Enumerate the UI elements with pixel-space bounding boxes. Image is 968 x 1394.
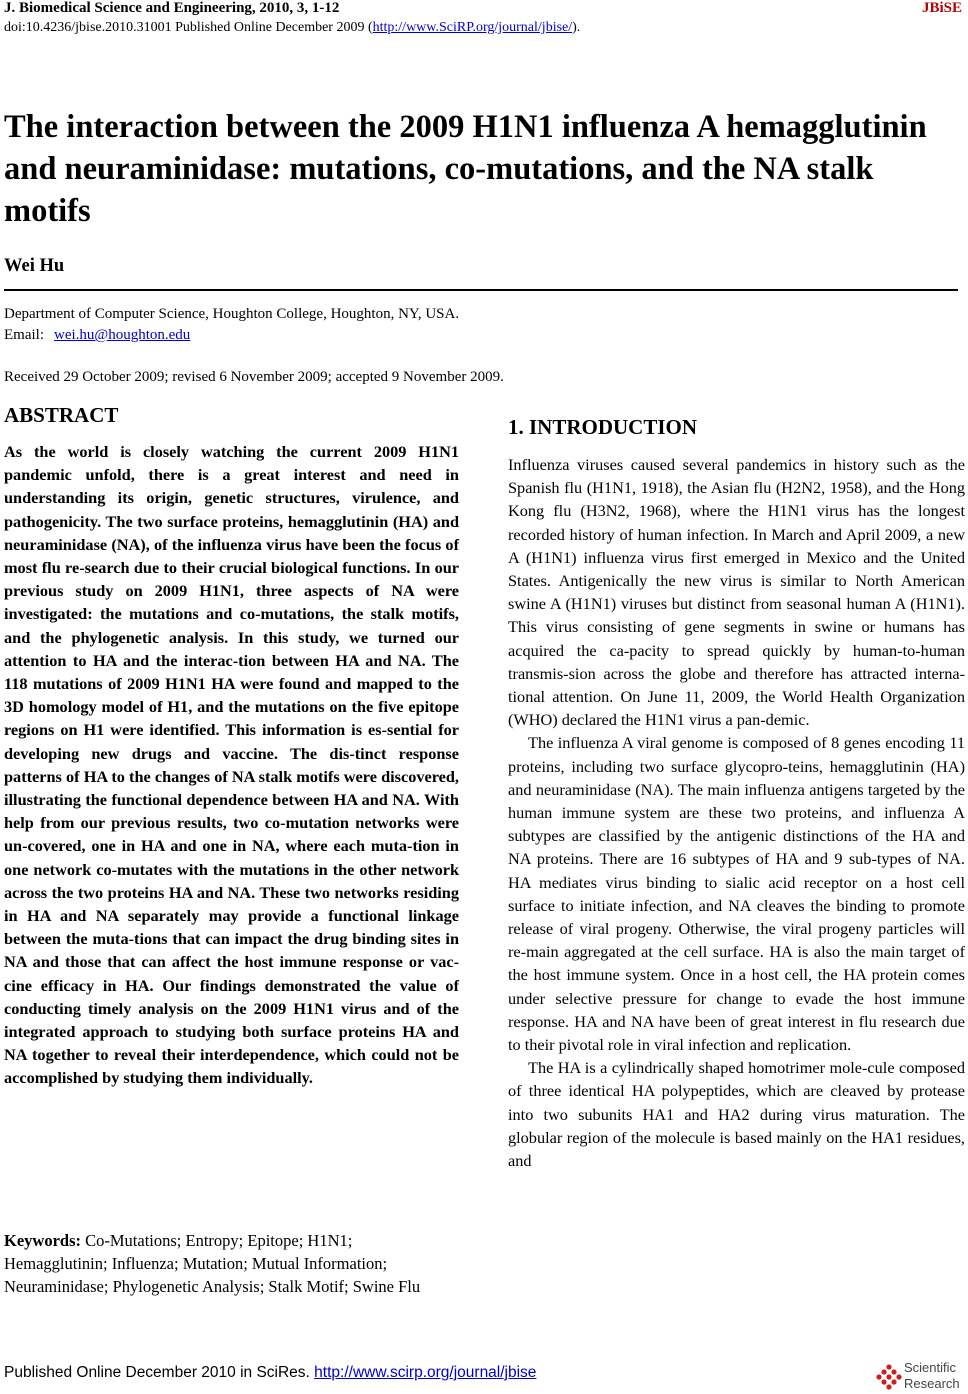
journal-tag: JBiSE <box>921 0 962 16</box>
received-dates: Received 29 October 2009; revised 6 November 2009; accepted 9 November 2009. <box>4 369 504 385</box>
email-line <box>4 327 190 344</box>
doi-line <box>4 20 580 36</box>
abstract-heading: ABSTRACT <box>4 403 119 427</box>
paper-title: The interaction between the 2009 H1N1 influenza A hemagglutinin and neuraminidase: mutations, co-mutations, and the NA stalk motifs <box>4 109 927 229</box>
journal-link[interactable]: http://www.SciRP.org/journal/jbise/ <box>372 20 573 35</box>
logo-line-1: Scientific <box>904 1360 957 1375</box>
keywords-text: Co-Mutations; Entropy; Epitope; H1N1; Hemagglutinin; Influenza; Mutation; Mutual Information; Neuraminidase; Phylogenetic Analysis; Stalk Motif; Swine Flu <box>4 1231 421 1297</box>
doi-prefix: doi:10.4236/jbise.2010.31001 Published Online December 2009 ( <box>4 20 373 35</box>
abstract-text: As the world is closely watching the current 2009 H1N1 pandemic unfold, there is a great interest and need in understanding its origin, genetic structures, virulence, and pathogenicity. The two surface proteins, hemagglutinin (HA) and neuraminidase (NA), of the influenza virus have been the focus of most flu re-search due to their crucial biological functions. In our previous study on 2009 H1N1, three aspects of NA were investigated: the mutations and co-mutations, the stalk motifs, and the phylogenetic analysis. In this study, we turned our attention to HA and the interac-tion between HA and NA. The 118 mutations of 2009 H1N1 HA were found and mapped to the 3D homology model of H1, and the mutations on the five epitope regions on H1 were identified. This information is es-sential for developing new drugs and vaccine. The dis-tinct response patterns of HA to the changes of NA stalk motifs were discovered, illustrating the functional dependence between HA and NA. With help from our previous results, two co-mutation networks were un-covered, one in HA and one in NA, where each muta-tion in one network co-mutates with the mutations in the other network across the two proteins HA and NA. These two networks residing in HA and NA separately may provide a functional linkage between the muta-tions that can impact the drug binding sites in NA and those that can affect the host immune response or vac-cine efficacy in HA. Our findings demonstrated the value of conducting timely analysis on the 2009 H1N1 virus and of the integrated approach to studying both surface proteins HA and NA together to reveal their interdependence, which could not be accomplished by studying them individually. <box>4 442 459 1088</box>
logo-line-2: Research <box>904 1376 960 1391</box>
affiliation: Department of Computer Science, Houghton College, Houghton, NY, USA. <box>4 306 460 322</box>
journal-citation: J. Biomedical Science and Engineering, 2010, 3, 1-12 <box>4 0 340 16</box>
logo-text <box>904 1360 960 1392</box>
doi-suffix: ). <box>572 20 581 35</box>
introduction-heading: 1. INTRODUCTION <box>508 415 698 439</box>
footer-text: Published Online December 2010 in SciRes. <box>4 1364 315 1381</box>
title-divider <box>4 289 958 291</box>
footer-link[interactable]: http://www.scirp.org/journal/jbise <box>314 1364 537 1381</box>
email-link[interactable]: wei.hu@houghton.edu <box>54 327 191 343</box>
intro-paragraph: Influenza viruses caused several pandemics in history such as the Spanish flu (H1N1, 1918), the Asian flu (H2N2, 1958), and the Hong Kong flu (H3N2, 1968), where the H1N1 virus has the longest recorded history of human infection. In March and April 2009, a new A (H1N1) influenza virus first emerged in Mexico and the United States. Antigenically the new virus is similar to North American swine A (H1N1) viruses but distinct from seasonal human A (H1N1). This virus consisting of gene segments in swine or humans has acquired the ca-pacity to spread quickly by human-to-human transmis-sion across the globe and therefore has attracted interna-tional attention. On June 11, 2009, the World Health Organization (WHO) declared the H1N1 virus a pan-demic. <box>508 455 965 730</box>
introduction-body <box>508 453 965 1172</box>
keywords <box>4 1229 459 1299</box>
author-name: Wei Hu <box>4 256 65 276</box>
intro-paragraph: The influenza A viral genome is composed of 8 genes encoding 11 proteins, including two surface glycopro-teins, hemagglutinin (HA) and neuraminidase (NA). The main influenza antigens targeted by the human immune system are these two proteins, and influenza A subtypes are classified by the antigenic distinctions of the HA and NA proteins. There are 16 subtypes of HA and 9 sub-types of NA. HA mediates virus binding to sialic acid receptor on a host cell surface to initiate infection, and NA cleaves the binding to promote release of viral progeny. Otherwise, the viral progeny particles will re-main aggregated at the cell surface. HA is also the main target of the host immune system. Once in a host cell, the HA protein comes under selective pressure for change to evade the host immune response. HA and NA have been of great interest in flu research due to their pivotal role in viral infection and replication. <box>508 733 965 1055</box>
publisher-logo <box>876 1360 968 1394</box>
footer <box>4 1364 536 1382</box>
intro-paragraph: The HA is a cylindrically shaped homotrimer mole-cule composed of three identical HA polypeptides, which are cleaved by protease into two subunits HA1 and HA2 during virus maturation. The globular region of the molecule is based mainly on the HA1 residues, and <box>508 1058 965 1171</box>
keywords-label: Keywords: <box>4 1231 81 1250</box>
email-label: Email: <box>4 327 44 343</box>
scientific-research-logo-icon <box>876 1364 902 1390</box>
